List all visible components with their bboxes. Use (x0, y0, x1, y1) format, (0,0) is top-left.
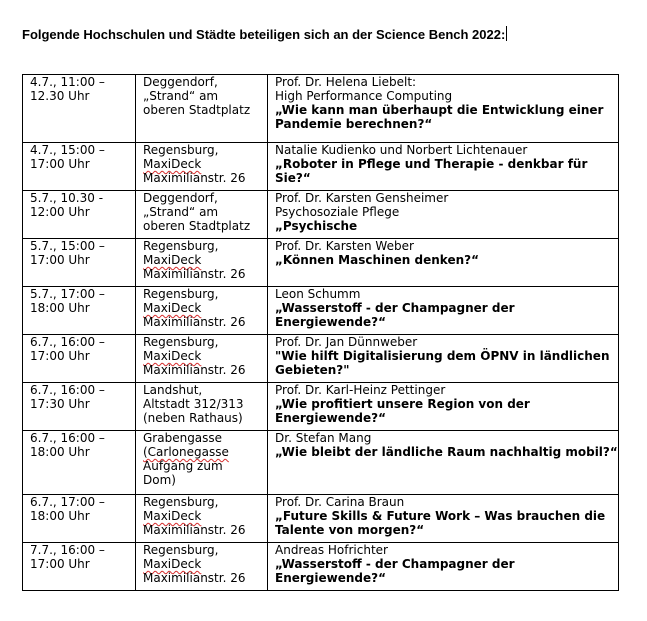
place-line: Altstadt 312/313 (143, 397, 244, 411)
place-line: Regensburg, (143, 495, 219, 509)
place-cell (136, 383, 268, 431)
date-line: 5.7., 15:00 – (30, 239, 105, 253)
date-cell (23, 287, 136, 335)
place-cell (136, 287, 268, 335)
place-line: Regensburg, (143, 543, 219, 557)
talk-cell (268, 191, 619, 239)
spellcheck-word: MaxiDeck (143, 253, 202, 267)
place-cell (136, 239, 268, 287)
place-line: Maximilianstr. 26 (143, 571, 246, 585)
talk-title: „Future Skills & Future Work – Was brauchen die Talente von morgen?“ (275, 509, 606, 537)
table-row (23, 75, 619, 143)
date-cell (23, 383, 136, 431)
place-line: Maximilianstr. 26 (143, 363, 246, 377)
date-cell (23, 143, 136, 191)
date-cell (23, 431, 136, 495)
date-cell (23, 335, 136, 383)
spellcheck-word: MaxiDeck (143, 557, 202, 571)
place-line: Regensburg, (143, 143, 219, 157)
talk-cell (268, 383, 619, 431)
date-line: 5.7., 17:00 – (30, 287, 105, 301)
talk-cell (268, 143, 619, 191)
date-line: 17:30 Uhr (30, 397, 90, 411)
place-cell (136, 431, 268, 495)
place-line: Regensburg, (143, 335, 219, 349)
talk-cell (268, 239, 619, 287)
table-row (23, 239, 619, 287)
date-cell (23, 543, 136, 591)
talk-cell (268, 543, 619, 591)
speaker: Prof. Dr. Jan Dünnweber (275, 335, 418, 349)
document-heading (22, 26, 507, 42)
date-line: 4.7., 15:00 – (30, 143, 105, 157)
talk-title: „Wie kann man überhaupt die Entwicklung einer Pandemie berechnen?“ (275, 103, 604, 131)
talk-cell (268, 75, 619, 143)
place-line (143, 445, 267, 459)
date-line: 17:00 Uhr (30, 349, 90, 363)
date-line: 12.30 Uhr (30, 89, 90, 103)
place-line: Grabengasse (143, 431, 223, 445)
talk-title: „Roboter in Pflege und Therapie - denkbar für Sie?“ (275, 157, 588, 185)
place-line: Regensburg, (143, 239, 219, 253)
date-line: 6.7., 16:00 – (30, 335, 105, 349)
place-line: Deggendorf, (143, 75, 218, 89)
text-cursor (506, 26, 507, 41)
talk-subtitle: High Performance Computing (275, 89, 453, 103)
table-row (23, 431, 619, 495)
date-line: 18:00 Uhr (30, 509, 90, 523)
talk-title: „Wasserstoff - der Champagner der Energiewende?“ (275, 301, 515, 329)
talk-title: „Psychische (275, 219, 358, 233)
place-cell (136, 143, 268, 191)
place-line: „Strand“ am (143, 205, 219, 219)
date-line: 17:00 Uhr (30, 157, 90, 171)
table-row (23, 543, 619, 591)
place-line: Regensburg, (143, 287, 219, 301)
schedule-table (22, 74, 619, 591)
speaker: Prof. Dr. Carina Braun (275, 495, 405, 509)
date-line: 18:00 Uhr (30, 301, 90, 315)
speaker: Andreas Hofrichter (275, 543, 388, 557)
talk-cell (268, 287, 619, 335)
date-line: 6.7., 16:00 – (30, 431, 105, 445)
place-line: Maximilianstr. 26 (143, 315, 246, 329)
spellcheck-word: MaxiDeck (143, 509, 202, 523)
date-line: 6.7., 16:00 – (30, 383, 105, 397)
table-row (23, 143, 619, 191)
date-cell (23, 239, 136, 287)
talk-title: „Wie bleibt der ländliche Raum nachhaltig mobil?“ (275, 445, 618, 459)
place-line: Maximilianstr. 26 (143, 171, 246, 185)
table-row (23, 495, 619, 543)
place-line: Maximilianstr. 26 (143, 523, 246, 537)
date-line: 5.7., 10.30 - (30, 191, 104, 205)
place-line: oberen Stadtplatz (143, 219, 251, 233)
place-line: Dom) (143, 473, 176, 487)
place-line: (neben Rathaus) (143, 411, 243, 425)
spellcheck-word: MaxiDeck (143, 301, 202, 315)
talk-subtitle: Psychosoziale Pflege (275, 205, 400, 219)
place-cell (136, 75, 268, 143)
date-line: 17:00 Uhr (30, 557, 90, 571)
talk-cell (268, 431, 619, 495)
date-line: 12:00 Uhr (30, 205, 90, 219)
date-line: 17:00 Uhr (30, 253, 90, 267)
spellcheck-word: MaxiDeck (143, 157, 202, 171)
talk-title: „Wie profitiert unsere Region von der Energiewende?“ (275, 397, 530, 425)
speaker: Prof. Dr. Helena Liebelt: (275, 75, 417, 89)
table-row (23, 191, 619, 239)
place-line (143, 157, 267, 171)
table-row (23, 383, 619, 431)
date-cell (23, 191, 136, 239)
date-cell (23, 75, 136, 143)
place-line: Deggendorf, (143, 191, 218, 205)
place-cell (136, 191, 268, 239)
place-line (143, 349, 267, 363)
speaker: Prof. Dr. Karl-Heinz Pettinger (275, 383, 446, 397)
speaker: Prof. Dr. Karsten Weber (275, 239, 414, 253)
date-line: 7.7., 16:00 – (30, 543, 105, 557)
talk-cell (268, 495, 619, 543)
place-line (143, 557, 267, 571)
place-cell (136, 543, 268, 591)
place-line: „Strand“ am (143, 89, 219, 103)
talk-cell (268, 335, 619, 383)
place-cell (136, 335, 268, 383)
place-line (143, 253, 267, 267)
date-line: 4.7., 11:00 – (30, 75, 105, 89)
talk-title: „Können Maschinen denken?“ (275, 253, 479, 267)
place-line (143, 301, 267, 315)
place-line (143, 509, 267, 523)
date-line: 6.7., 17:00 – (30, 495, 105, 509)
heading-text: Folgende Hochschulen und Städte beteiligen sich an der Science Bench 2022: (22, 27, 506, 42)
speaker: Natalie Kudienko und Norbert Lichtenauer (275, 143, 528, 157)
place-line: Aufgang zum (143, 459, 223, 473)
place-line: oberen Stadtplatz (143, 103, 251, 117)
table-row (23, 335, 619, 383)
speaker: Leon Schumm (275, 287, 361, 301)
spellcheck-word: (Carlonegasse (143, 445, 229, 459)
talk-title: "Wie hilft Digitalisierung dem ÖPNV in ländlichen Gebieten?" (275, 349, 610, 377)
place-cell (136, 495, 268, 543)
speaker: Dr. Stefan Mang (275, 431, 372, 445)
talk-title: „Wasserstoff - der Champagner der Energiewende?“ (275, 557, 515, 585)
speaker: Prof. Dr. Karsten Gensheimer (275, 191, 449, 205)
date-line: 18:00 Uhr (30, 445, 90, 459)
table-row (23, 287, 619, 335)
place-line: Maximilianstr. 26 (143, 267, 246, 281)
date-cell (23, 495, 136, 543)
place-line: Landshut, (143, 383, 203, 397)
spellcheck-word: MaxiDeck (143, 349, 202, 363)
